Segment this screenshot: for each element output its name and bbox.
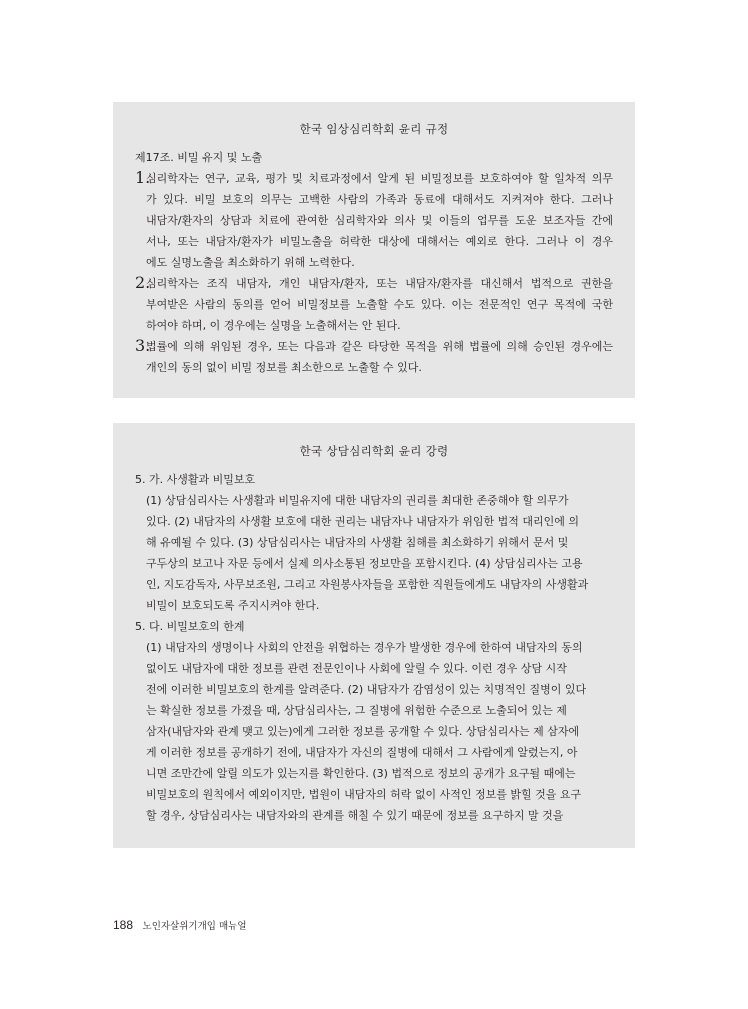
text-line: (1) 내담자의 생명이나 사회의 안전을 위협하는 경우가 발생한 경우에 한하여 내담자의 동의	[146, 641, 583, 654]
list-item	[135, 168, 613, 273]
section-body	[135, 490, 613, 616]
text-line: 내담자/환자의 상담과 치료에 관여한 심리학자와 의사 및 이들의 업무를 도운 보조자들 간에	[146, 214, 613, 227]
ethics-box-counseling	[113, 423, 635, 848]
item-number: 2.	[135, 273, 151, 292]
text-line: 개인의 동의 없이 비밀 정보를 최소한으로 노출할 수 있다.	[146, 361, 422, 374]
text-line: 서나, 또는 내담자/환자가 비밀노출을 허락한 대상에 대해서는 예외로 한다. 그러나 이 경우	[146, 235, 613, 248]
section-heading: 제17조. 비밀 유지 및 노출	[135, 151, 263, 164]
text-line: 할 경우, 상담심리사는 내담자와의 관계를 해칠 수 있기 때문에 정보를 요구하지 말 것을	[146, 809, 564, 822]
text-line: 비밀이 보호되도록 주지시켜야 한다.	[146, 599, 320, 612]
text-line: 니면 조만간에 알릴 의도가 있는지를 확인한다. (3) 법적으로 정보의 공개가 요구될 때에는	[146, 767, 576, 780]
item-text	[146, 168, 613, 273]
text-line: (1) 상담심리사는 사생활과 비밀유지에 대한 내담자의 권리를 최대한 존중해야 할 의무가	[146, 494, 569, 507]
text-line: 가 있다. 비밀 보호의 의무는 고백한 사람의 가족과 동료에 대해서도 지켜져야 한다. 그러나	[146, 193, 613, 206]
item-text	[146, 336, 613, 378]
section-heading: 5. 다. 비밀보호의 한계	[135, 620, 245, 633]
box-title: 한국 상담심리학회 윤리 강령	[299, 444, 449, 458]
text-line: 삼자(내담자와 관계 맺고 있는)에게 그러한 정보를 공개할 수 있다. 상담심리사는 제 삼자에	[146, 725, 580, 738]
list-item	[135, 336, 613, 378]
text-line: 하여야 하며, 이 경우에는 실명을 노출해서는 안 된다.	[146, 319, 401, 332]
text-line: 있다. (2) 내담자의 사생활 보호에 대한 권리는 내담자나 내담자가 위임한 법적 대리인에 의	[146, 515, 579, 528]
ethics-box-clinical	[113, 102, 635, 398]
text-line: 게 이러한 정보를 공개하기 전에, 내담자가 자신의 질병에 대해서 그 사람에게 알렸는지, 아	[146, 746, 578, 759]
text-line: 부여받은 사람의 동의를 얻어 비밀정보를 노출할 수도 있다. 이는 전문적인 연구 목적에 국한	[146, 298, 613, 311]
text-line: 없이도 내담자에 대한 정보를 관련 전문인이나 사회에 알릴 수 있다. 이런 경우 상담 시작	[146, 662, 567, 675]
text-line: 에도 실명노출을 최소화하기 위해 노력한다.	[146, 256, 355, 269]
box-title: 한국 임상심리학회 윤리 규정	[299, 122, 449, 136]
page-footer	[113, 917, 247, 935]
text-line: 인, 지도감독자, 사무보조원, 그리고 자원봉사자들을 포함한 직원들에게도 내담자의 사생활과	[146, 578, 589, 591]
book-title: 노인자살위기개입 매뉴얼	[142, 921, 247, 932]
text-line: 해 유예될 수 있다. (3) 상담심리사는 내담자의 사생활 침해를 최소화하기 위해서 문서 및	[146, 536, 569, 549]
section-heading: 5. 가. 사생활과 비밀보호	[135, 473, 256, 486]
item-number: 1.	[135, 168, 151, 187]
text-line: 심리학자는 조직 내담자, 개인 내담자/환자, 또는 내담자/환자를 대신해서 법적으로 권한을	[146, 277, 613, 290]
text-line: 심리학자는 연구, 교육, 평가 및 치료과정에서 알게 된 비밀정보를 보호하여야 할 일차적 의무	[146, 172, 613, 185]
text-line: 법률에 의해 위임된 경우, 또는 다음과 같은 타당한 목적을 위해 법률에 의해 승인된 경우에는	[146, 340, 613, 353]
item-number: 3.	[135, 336, 151, 355]
text-line: 비밀보호의 원칙에서 예외이지만, 법원이 내담자의 허락 없이 사적인 정보를 밝힐 것을 요구	[146, 788, 582, 801]
text-line: 는 확실한 정보를 가졌을 때, 상담심리사는, 그 질병에 위험한 수준으로 노출되어 있는 제	[146, 704, 567, 717]
section-body	[135, 637, 613, 826]
page-number: 188	[113, 918, 134, 932]
text-line: 구두상의 보고나 자문 등에서 실제 의사소통된 정보만을 포함시킨다. (4) 상담심리사는 고용	[146, 557, 583, 570]
text-line: 전에 이러한 비밀보호의 한계를 알려준다. (2) 내담자가 감염성이 있는 치명적인 질병이 있다	[146, 683, 587, 696]
item-text	[146, 273, 613, 336]
list-item	[135, 273, 613, 336]
